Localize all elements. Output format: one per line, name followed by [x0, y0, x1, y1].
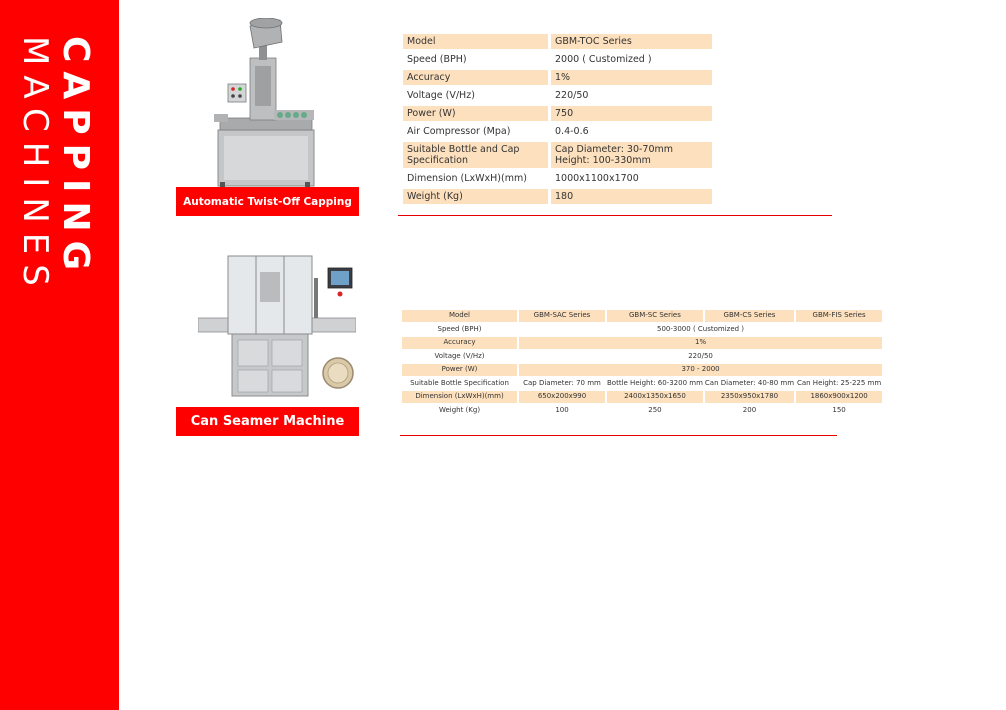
- row-label: Power (W): [402, 364, 517, 376]
- product-caption-can-seamer: Can Seamer Machine: [176, 407, 359, 436]
- section-divider: [398, 215, 832, 216]
- spec-row-power: [403, 106, 712, 121]
- row-value: 1860x900x1200: [796, 391, 882, 403]
- spec-row-speed: [403, 52, 712, 67]
- row-value: 250: [648, 405, 662, 414]
- spec-label: Suitable Bottle and Cap Specification: [403, 142, 548, 168]
- row-value: 2350x950x1780: [705, 391, 794, 403]
- row-label: Speed (BPH): [437, 324, 482, 333]
- row-label: Suitable Bottle Specification: [410, 378, 509, 387]
- row-value: 2400x1350x1650: [607, 391, 703, 403]
- table-row-dimension: [402, 391, 882, 403]
- row-value: 200: [742, 405, 757, 414]
- section-divider: [400, 435, 837, 436]
- row-value: Can Height: 25-225 mm: [796, 378, 882, 387]
- capping-machine-image: [210, 18, 320, 188]
- spec-row-air-compressor: [403, 124, 712, 139]
- row-value: 220/50: [688, 351, 713, 360]
- spec-row-model: [403, 34, 712, 49]
- sidebar-title-capping: CAPPING: [55, 36, 96, 280]
- spec-row-weight: [403, 189, 712, 204]
- spec-row-bottle-cap: [403, 142, 712, 168]
- row-value: 370 - 2000: [519, 364, 882, 376]
- table-row-bottle-spec: [402, 378, 882, 390]
- spec-value: 0.4-0.6: [555, 126, 589, 137]
- spec-value: 750: [551, 106, 712, 121]
- table-row-accuracy: [402, 337, 882, 349]
- spec-value: 1%: [551, 70, 712, 85]
- spec-label: Weight (Kg): [403, 189, 548, 204]
- row-label: Dimension (LxWxH)(mm): [402, 391, 517, 403]
- table-row-power: [402, 364, 882, 376]
- spec-label: Power (W): [403, 106, 548, 121]
- sidebar-title-machines: MACHINES: [15, 36, 55, 296]
- header-cell: GBM-SC Series: [607, 310, 703, 322]
- spec-label: Voltage (V/Hz): [407, 90, 475, 101]
- spec-row-accuracy: [403, 70, 712, 85]
- spec-value: GBM-TOC Series: [551, 34, 712, 49]
- spec-value: 220/50: [555, 90, 589, 101]
- table-row-voltage: [402, 351, 882, 363]
- row-value: 100: [555, 405, 569, 414]
- spec-label: Air Compressor (Mpa): [407, 126, 511, 137]
- spec-row-voltage: [403, 88, 712, 103]
- table-row-weight: [402, 405, 882, 417]
- row-value: 650x200x990: [519, 391, 605, 403]
- header-cell: GBM-SAC Series: [519, 310, 605, 322]
- spec-value: 180: [551, 189, 712, 204]
- row-value: Cap Diameter: 70 mm: [523, 378, 601, 387]
- spec-label: Accuracy: [403, 70, 548, 85]
- product-caption-twist-off: Automatic Twist-Off Capping: [176, 187, 359, 216]
- row-value: 1%: [519, 337, 882, 349]
- row-label: Weight (Kg): [438, 405, 481, 414]
- sidebar-banner: [0, 0, 119, 710]
- row-value: 150: [832, 405, 846, 414]
- table-header-row: [402, 310, 882, 322]
- row-label: Accuracy: [402, 337, 517, 349]
- spec-label: Speed (BPH): [407, 54, 467, 65]
- row-value: 500-3000 ( Customized ): [657, 324, 745, 333]
- can-seamer-image: [198, 254, 356, 399]
- row-value: Can Diameter: 40-80 mm: [704, 378, 795, 387]
- spec-value: Cap Diameter: 30-70mm Height: 100-330mm: [551, 142, 712, 168]
- spec-value: 2000 ( Customized ): [555, 54, 652, 65]
- table-row-speed: [402, 324, 882, 336]
- can-seamer-spec-table: [400, 308, 884, 418]
- capping-spec-table: [400, 31, 715, 207]
- row-value: Bottle Height: 60-3200 mm: [607, 378, 703, 387]
- row-label: Voltage (V/Hz): [434, 351, 485, 360]
- header-cell: GBM-CS Series: [705, 310, 794, 322]
- spec-label: Model: [403, 34, 548, 49]
- header-cell: Model: [402, 310, 517, 322]
- header-cell: GBM-FIS Series: [796, 310, 882, 322]
- spec-row-dimension: [403, 171, 712, 186]
- spec-value: 1000x1100x1700: [555, 173, 639, 184]
- spec-label: Dimension (LxWxH)(mm): [407, 173, 527, 184]
